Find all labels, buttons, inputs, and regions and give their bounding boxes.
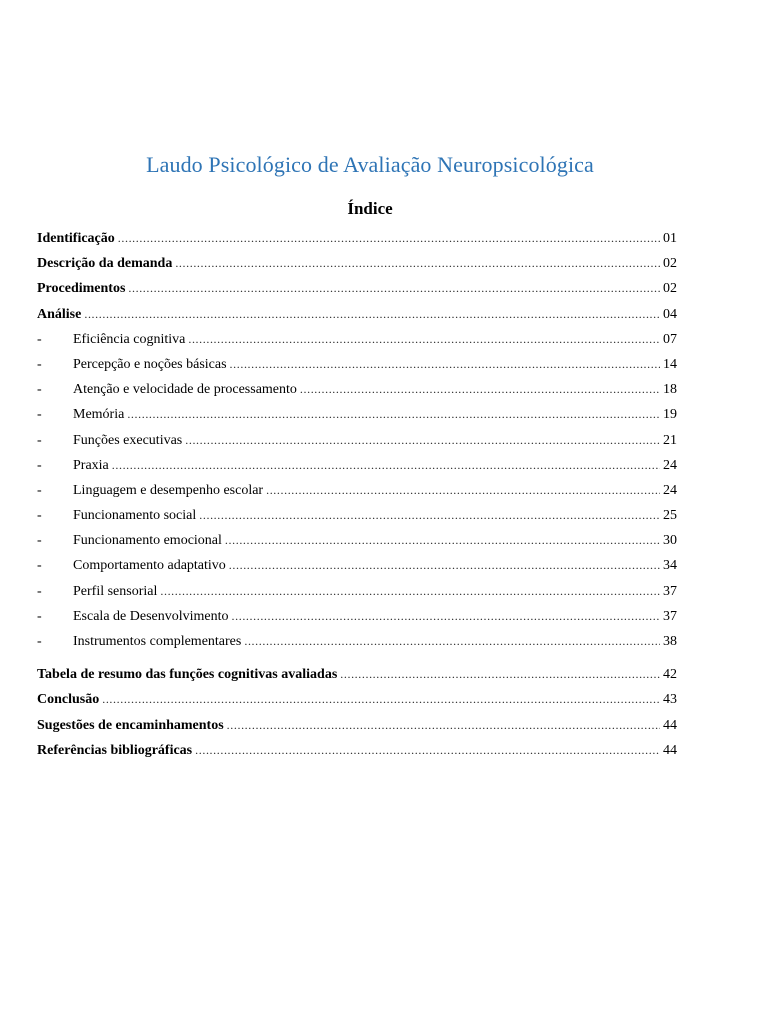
toc-subentry-funcoes-executivas[interactable] xyxy=(37,428,677,453)
toc-dot-leader xyxy=(118,226,660,251)
toc-dot-leader xyxy=(112,453,660,478)
table-of-contents xyxy=(37,226,677,763)
toc-dot-leader xyxy=(199,503,660,528)
toc-dot-leader xyxy=(185,428,660,453)
toc-entry-tabela-resumo[interactable] xyxy=(37,662,677,687)
toc-subentry-instrumentos-complementares[interactable] xyxy=(37,629,677,654)
toc-entry-label: Identificação xyxy=(37,231,115,246)
toc-entry-label: Escala de Desenvolvimento xyxy=(73,608,229,624)
toc-subentry-perfil-sensorial[interactable] xyxy=(37,579,677,604)
toc-dot-leader xyxy=(127,402,660,427)
toc-entry-conclusao[interactable] xyxy=(37,687,677,712)
toc-entry-page: 25 xyxy=(663,508,677,524)
toc-subentry-escala-desenvolvimento[interactable] xyxy=(37,604,677,629)
toc-entry-referencias[interactable] xyxy=(37,738,677,763)
toc-entry-label: Perfil sensorial xyxy=(73,583,158,599)
toc-bullet-dash: - xyxy=(37,482,42,498)
toc-subentry-linguagem[interactable] xyxy=(37,478,677,503)
toc-dot-leader xyxy=(244,629,660,654)
toc-bullet-dash: - xyxy=(37,634,42,649)
toc-entry-descricao-da-demanda[interactable] xyxy=(37,251,677,276)
toc-entry-label: Referências bibliográficas xyxy=(37,742,193,758)
toc-entry-label: Funcionamento social xyxy=(73,508,197,524)
toc-bullet-dash: - xyxy=(37,558,42,574)
toc-entry-label: Tabela de resumo das funções cognitivas avaliadas xyxy=(37,667,338,683)
toc-entry-page: 07 xyxy=(663,331,677,347)
toc-entry-page: 02 xyxy=(663,281,677,297)
toc-entry-page: 04 xyxy=(663,306,677,322)
toc-bullet-dash: - xyxy=(37,382,42,398)
toc-entry-page: 02 xyxy=(663,256,677,272)
toc-dot-leader xyxy=(175,251,660,276)
toc-subentry-percepcao[interactable] xyxy=(37,352,677,377)
toc-dot-leader xyxy=(266,478,660,503)
toc-subentry-eficiencia-cognitiva[interactable] xyxy=(37,327,677,352)
toc-dot-leader xyxy=(340,662,660,687)
toc-entry-label: Memória xyxy=(73,407,125,423)
toc-entry-page: 24 xyxy=(663,457,677,473)
toc-entry-page: 37 xyxy=(663,608,677,624)
toc-dot-leader xyxy=(230,352,660,377)
toc-entry-label: Descrição da demanda xyxy=(37,256,173,272)
toc-subentry-funcionamento-emocional[interactable] xyxy=(37,528,677,553)
toc-dot-leader xyxy=(84,302,660,327)
toc-entry-procedimentos[interactable] xyxy=(37,276,677,301)
toc-subentry-praxia[interactable] xyxy=(37,453,677,478)
toc-bullet-dash: - xyxy=(37,508,42,524)
toc-entry-label: Comportamento adaptativo xyxy=(73,558,226,574)
toc-entry-page: 30 xyxy=(663,533,677,549)
toc-entry-label: Eficiência cognitiva xyxy=(73,331,186,347)
toc-entry-label: Atenção e velocidade de processamento xyxy=(73,382,297,398)
toc-bullet-dash: - xyxy=(37,583,42,599)
toc-entry-page: 19 xyxy=(663,407,677,423)
toc-entry-label: Percepção e noções básicas xyxy=(73,356,227,372)
toc-bullet-dash: - xyxy=(37,457,42,473)
toc-entry-sugestoes[interactable] xyxy=(37,713,677,738)
toc-dot-leader xyxy=(225,528,660,553)
toc-entry-page: 44 xyxy=(663,742,677,758)
toc-entry-label: Linguagem e desempenho escolar xyxy=(73,482,264,498)
toc-entry-label: Sugestões de encaminhamentos xyxy=(37,717,224,733)
toc-entry-label: Funções executivas xyxy=(73,432,183,448)
toc-entry-page: 24 xyxy=(663,482,677,498)
toc-entry-label: Procedimentos xyxy=(37,281,126,297)
toc-subentry-atencao[interactable] xyxy=(37,377,677,402)
toc-entry-page: 18 xyxy=(663,382,677,398)
document-title: Laudo Psicológico de Avaliação Neuropsicológica xyxy=(146,152,594,177)
toc-entry-page: 37 xyxy=(663,583,677,599)
toc-dot-leader xyxy=(227,713,660,738)
toc-entry-label: Praxia xyxy=(73,457,109,473)
toc-dot-leader xyxy=(300,377,660,402)
toc-bullet-dash: - xyxy=(37,432,42,448)
toc-entry-label: Funcionamento emocional xyxy=(73,533,222,549)
toc-entry-label: Análise xyxy=(37,306,82,322)
toc-entry-page: 44 xyxy=(663,717,677,733)
toc-bullet-dash: - xyxy=(37,331,42,347)
toc-bullet-dash: - xyxy=(37,356,42,372)
toc-subentry-funcionamento-social[interactable] xyxy=(37,503,677,528)
toc-entry-page: 42 xyxy=(663,667,677,683)
toc-entry-analise[interactable] xyxy=(37,302,677,327)
toc-bullet-dash: - xyxy=(37,407,42,423)
toc-entry-label: Conclusão xyxy=(37,692,100,708)
toc-dot-leader xyxy=(229,553,660,578)
toc-entry-page: 21 xyxy=(663,432,677,448)
toc-bullet-dash: - xyxy=(37,608,42,624)
toc-dot-leader xyxy=(232,604,660,629)
toc-entry-identificacao[interactable] xyxy=(37,226,677,251)
index-heading: Índice xyxy=(347,199,393,218)
toc-entry-page: 14 xyxy=(663,356,677,372)
toc-dot-leader xyxy=(128,276,660,301)
toc-dot-leader xyxy=(188,327,660,352)
toc-entry-page: 43 xyxy=(663,692,677,708)
toc-subentry-memoria[interactable] xyxy=(37,402,677,427)
toc-entry-page: 34 xyxy=(663,558,677,574)
toc-dot-leader xyxy=(195,738,660,763)
toc-entry-page: 01 xyxy=(663,231,677,246)
toc-subentry-comportamento-adaptativo[interactable] xyxy=(37,553,677,578)
toc-dot-leader xyxy=(102,687,660,712)
toc-dot-leader xyxy=(160,579,660,604)
toc-entry-page: 38 xyxy=(663,634,677,649)
toc-entry-label: Instrumentos complementares xyxy=(73,634,242,649)
toc-bullet-dash: - xyxy=(37,533,42,549)
